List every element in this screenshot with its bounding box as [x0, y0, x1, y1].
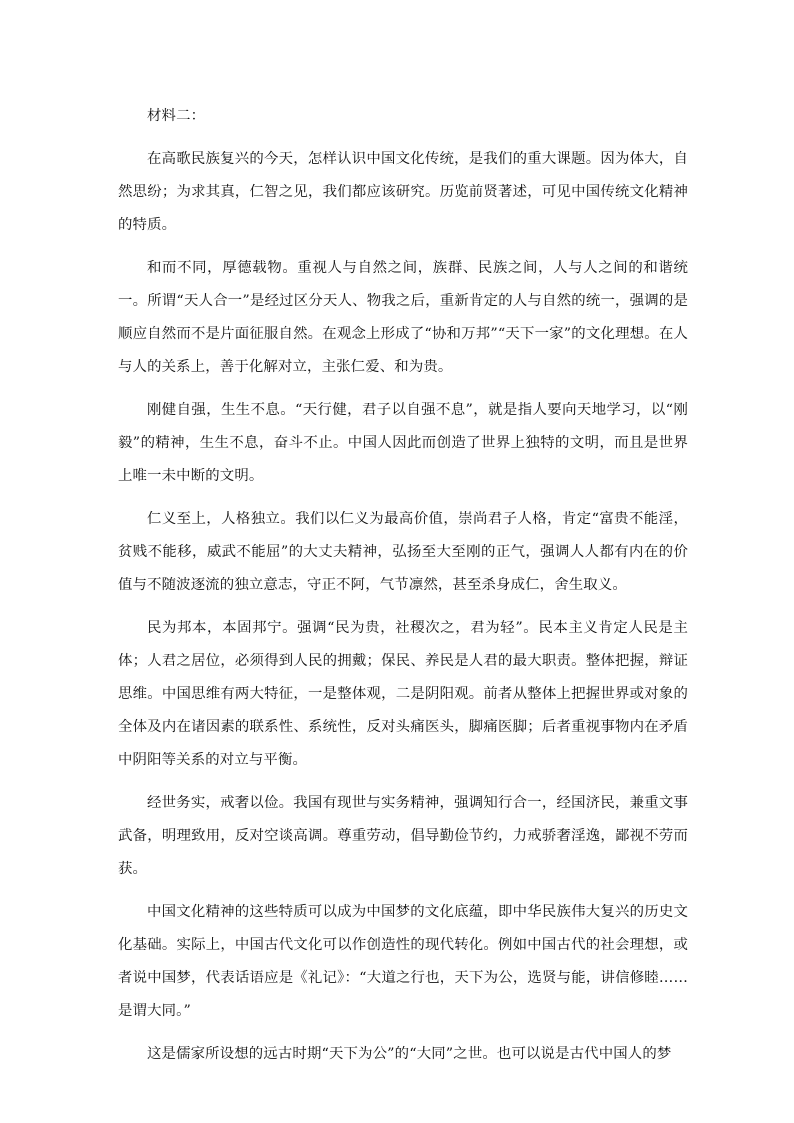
paragraph-self-strengthening: 刚健自强，生生不息。“天行健，君子以自强不息”，就是指人要向天地学习，以“刚毅”的精神，生生不息，奋斗不止。中国人因此而创造了世界上独特的文明，而且是世界上唯一未中断的文明。	[118, 402, 688, 484]
paragraph-intro: 在高歌民族复兴的今天，怎样认识中国文化传统，是我们的重大课题。因为体大，自然思纷；为求其真，仁智之见，我们都应该研究。历览前贤著述，可见中国传统文化精神的特质。	[118, 151, 688, 233]
paragraph-harmony: 和而不同，厚德载物。重视人与自然之间，族群、民族之间，人与人之间的和谐统一。所谓“天人合一”是经过区分天人、物我之后，重新肯定的人与自然的统一，强调的是顺应自然而不是片面征服自然。在观念上形成了“协和万邦”“天下一家”的文化理想。在人与人的关系上，善于化解对立，主张仁爱、和为贵。	[118, 260, 688, 375]
paragraph-benevolence: 仁义至上，人格独立。我们以仁义为最高价值，崇尚君子人格，肯定“富贵不能淫，贫贱不能移，威武不能屈”的大丈夫精神，弘扬至大至刚的正气，强调人人都有内在的价值与不随波逐流的独立意志，守正不阿，气节凛然，甚至杀身成仁，舍生取义。	[118, 511, 688, 593]
paragraph-pragmatism: 经世务实，戒奢以俭。我国有现世与实务精神，强调知行合一，经国济民，兼重文事武备，明理致用，反对空谈高调。尊重劳动，倡导勤俭节约，力戒骄奢淫逸，鄙视不劳而获。	[118, 795, 688, 877]
paragraph-great-harmony: 这是儒家所设想的远古时期“天下为公”的“大同”之世。也可以说是古代中国人的梦	[147, 1046, 672, 1062]
section-heading: 材料二：	[147, 108, 206, 124]
document-page	[118, 100, 688, 1081]
paragraph-people-first: 民为邦本，本固邦宁。强调“民为贵，社稷次之，君为轻”。民本主义肯定人民是主体；人君之居位，必须得到人民的拥戴；保民、养民是人君的最大职责。整体把握，辩证思维。中国思维有两大特征，一是整体观，二是阴阳观。前者从整体上把握世界或对象的全体及内在诸因素的联系性、系统性，反对头痛医头，脚痛医脚；后者重视事物内在矛盾中阴阳等关系的对立与平衡。	[118, 620, 688, 768]
paragraph-chinese-dream: 中国文化精神的这些特质可以成为中国梦的文化底蕴，即中华民族伟大复兴的历史文化基础。实际上，中国古代文化可以作创造性的现代转化。例如中国古代的社会理想，或者说中国梦，代表话语应是《礼记》：“大道之行也，天下为公，选贤与能，讲信修睦……是谓大同。”	[118, 904, 688, 1019]
